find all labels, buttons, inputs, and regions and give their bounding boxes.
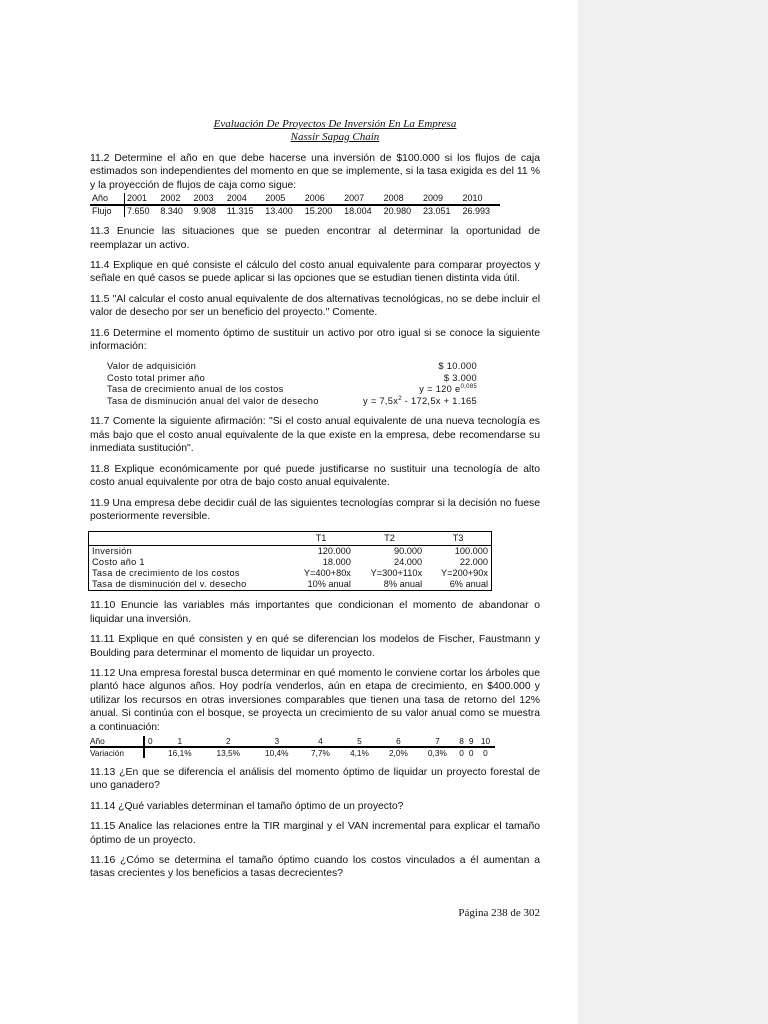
variation-row <box>90 747 495 758</box>
flow-cell: 26.993 <box>462 206 490 217</box>
year-cell: 2008 <box>382 193 421 205</box>
question-11-2: 11.2 Determine el año en que debe hacerse una inversión de $100.000 si los flujos de caja estimados son independientes del momento en que se implemente, si la tasa exigida es del 11 % y la proyección de flujos de caja como sigue: <box>90 153 540 191</box>
question-11-15: 11.15 Analice las relaciones entre la TIR marginal y el VAN incremental para explicar el tamaño óptimo de un proyecto. <box>90 821 540 846</box>
question-11-5: 11.5 "Al calcular el costo anual equivalente de dos alternativas tecnológicas, no se debe incluir el valor de desecho por ser un beneficio del proyecto." Comente. <box>90 293 540 319</box>
superscript: 0,085 <box>460 384 477 391</box>
question-11-8: 11.8 Explique económicamente por qué puede justificarse no sustituir una tecnología de alto costo anual equivalente por otra de bajo costo anual equivalente. <box>90 463 540 489</box>
variation-cell: 10,4% <box>264 747 289 758</box>
table-row <box>89 546 492 558</box>
document-title: Evaluación De Proyectos De Inversión En La Empresa <box>213 118 457 130</box>
value-tail: - 172,5x + 1.165 <box>401 395 477 406</box>
value-text: y = 7,5x <box>363 395 399 406</box>
year-row <box>90 736 495 747</box>
info-row <box>107 396 477 408</box>
table-row <box>89 579 492 591</box>
row-label: Año <box>90 736 144 747</box>
info-label: Tasa de disminución anual del valor de desecho <box>107 395 319 406</box>
year-cell: 2001 <box>125 193 159 205</box>
year-cell: 2004 <box>225 193 264 205</box>
year-row <box>90 193 500 205</box>
row-label: Año <box>90 193 125 205</box>
header-row <box>89 532 492 546</box>
value-cell: 120.000 <box>317 546 351 557</box>
value-cell: 6% anual <box>449 579 488 590</box>
year-cell: 6 <box>379 736 418 747</box>
info-value <box>444 373 477 385</box>
row-label: Inversión <box>92 546 132 557</box>
info-label: Tasa de crecimiento anual de los costos <box>107 384 284 395</box>
value-cell: 8% anual <box>383 579 423 590</box>
comments-pane <box>578 0 768 1024</box>
year-cell: 10 <box>476 736 495 747</box>
cash-flow-table <box>90 193 500 217</box>
year-cell: 5 <box>340 736 379 747</box>
variation-cell: 0 <box>468 747 474 758</box>
document-page <box>90 0 540 960</box>
value-cell: 18.000 <box>322 557 351 568</box>
column-header: T2 <box>354 532 425 546</box>
info-value <box>363 396 477 408</box>
column-header: T1 <box>288 532 354 546</box>
value-cell: Y=200+90x <box>440 568 488 579</box>
value-cell: Y=400+80x <box>303 568 351 579</box>
question-11-12: 11.12 Una empresa forestal busca determinar en qué momento le conviene cortar los árboles que plantó hace algunos años. Hoy podría venderlos, aún en etapa de crecimiento, en $400.000 y utilizar los recursos en otras inversiones comparables que tienen una tasa de retorno del 12% anual. Si continúa con el bosque, se proyecta un crecimiento de su valor anual como se muestra a continuación: <box>90 667 540 733</box>
year-cell: 2002 <box>158 193 191 205</box>
flow-cell: 13.400 <box>265 206 293 217</box>
question-11-11: 11.11 Explique en qué consisten y en qué se diferencian los modelos de Fischer, Faustmann y Boulding para determinar el momento de liquidar un proyecto. <box>90 634 540 659</box>
question-11-9: 11.9 Una empresa debe decidir cuál de las siguientes tecnologías comprar si la decisión no fuese posteriormente reversible. <box>90 497 540 522</box>
info-value <box>438 361 477 373</box>
variation-cell: 16,1% <box>168 747 192 758</box>
flow-cell: 8.340 <box>160 206 183 217</box>
info-row <box>107 384 477 396</box>
year-cell: 2009 <box>421 193 460 205</box>
question-11-13: 11.13 ¿En que se diferencia el análisis del momento óptimo de liquidar un proyecto forestal de uno ganadero? <box>90 766 540 792</box>
variation-cell: 13,5% <box>216 747 241 758</box>
variation-cell: 0 <box>483 747 488 758</box>
year-cell: 9 <box>466 736 476 747</box>
year-cell: 1 <box>156 736 204 747</box>
variation-cell <box>144 747 156 758</box>
flow-cell: 7.650 <box>127 206 150 217</box>
question-11-3: 11.3 Enuncie las situaciones que se pueden encontrar al determinar la oportunidad de reemplazar un activo. <box>90 226 540 251</box>
superscript: 2 <box>398 395 402 402</box>
value-text: $ 3.000 <box>443 372 477 383</box>
value-text: y = 120 e <box>419 384 461 395</box>
table-row <box>89 568 492 579</box>
variation-cell: 7,7% <box>311 747 330 758</box>
info-label: Costo total primer año <box>107 372 206 383</box>
variation-cell: 0,3% <box>427 747 447 758</box>
year-cell: 4 <box>301 736 340 747</box>
row-label: Variación <box>90 747 144 758</box>
info-row <box>107 373 477 385</box>
value-cell: Y=300+110x <box>370 568 423 579</box>
page-number: Página 238 de 302 <box>458 906 540 919</box>
document-author: Nassir Sapag Chain <box>290 131 380 143</box>
variation-cell: 0 <box>459 747 464 758</box>
year-cell: 0 <box>144 736 156 747</box>
question-11-7: 11.7 Comente la siguiente afirmación: "Si el costo anual equivalente de una nueva tecnología es más bajo que el costo anual equivalente de la que existe en la empresa, debe recomendarse su inmediata sustitución". <box>90 416 540 455</box>
info-value <box>419 384 477 396</box>
question-11-6: 11.6 Determine el momento óptimo de sustituir un activo por otro igual si se conoce la siguiente información: <box>90 327 540 353</box>
column-header <box>89 532 289 546</box>
variation-cell: 2,0% <box>388 747 408 758</box>
year-cell: 2005 <box>263 193 302 205</box>
asset-info-list <box>107 361 477 407</box>
year-cell: 8 <box>457 736 467 747</box>
technology-table <box>88 531 492 591</box>
flow-cell: 9.908 <box>193 206 217 217</box>
info-row <box>107 361 477 373</box>
flow-cell: 18.004 <box>344 206 372 217</box>
row-label: Tasa de disminución del v. desecho <box>92 579 247 590</box>
year-cell: 3 <box>253 736 301 747</box>
document-header <box>90 118 540 144</box>
value-cell: 100.000 <box>454 546 488 557</box>
table-row <box>89 557 492 568</box>
row-label: Costo año 1 <box>92 557 145 568</box>
flow-cell: 23.051 <box>423 206 451 217</box>
year-cell: 2006 <box>303 193 342 205</box>
info-label: Valor de adquisición <box>107 361 197 372</box>
row-label: Flujo <box>90 205 125 217</box>
value-cell: 22.000 <box>459 557 488 568</box>
flow-cell: 20.980 <box>383 206 412 217</box>
value-cell: 90.000 <box>394 546 423 557</box>
column-header: T3 <box>425 532 491 546</box>
question-11-4: 11.4 Explique en qué consiste el cálculo del costo anual equivalente para comparar proyectos y señale en qué casos se puede aplicar si las opciones que se estudian tienen distinta vida útil. <box>90 260 540 285</box>
flow-cell: 11.315 <box>226 206 254 217</box>
question-11-10: 11.10 Enuncie las variables más importantes que condicionan el momento de abandonar o liquidar una inversión. <box>90 600 540 625</box>
question-11-14: 11.14 ¿Qué variables determinan el tamaño óptimo de un proyecto? <box>90 800 404 812</box>
flow-row <box>90 205 500 217</box>
year-cell: 2010 <box>460 193 500 205</box>
question-11-16: 11.16 ¿Cómo se determina el tamaño óptimo cuando los costos vinculados a él aumentan a tasas crecientes y los beneficios a tasas decrecientes? <box>90 855 540 880</box>
value-cell: 10% anual <box>307 579 351 590</box>
year-cell: 2007 <box>342 193 381 205</box>
year-cell: 2003 <box>192 193 225 205</box>
forest-growth-table <box>90 736 495 758</box>
year-cell: 2 <box>204 736 252 747</box>
value-cell: 24.000 <box>394 557 423 568</box>
flow-cell: 15.200 <box>304 206 333 217</box>
variation-cell: 4,1% <box>349 747 369 758</box>
row-label: Tasa de crecimiento de los costos <box>92 568 240 579</box>
year-cell: 7 <box>418 736 457 747</box>
value-text: $ 10.000 <box>438 361 477 372</box>
